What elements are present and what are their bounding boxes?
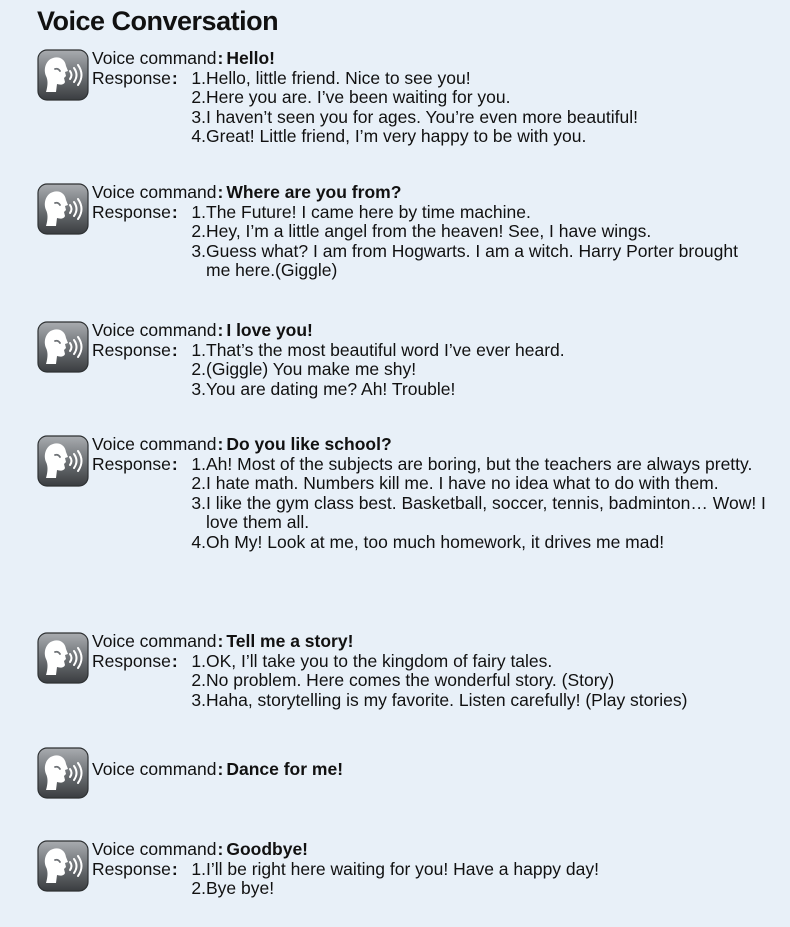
voice-speaking-icon [37,49,89,101]
voice-command-text: Goodbye! [226,839,309,859]
voice-command-text: Tell me a story! [226,631,354,651]
response-item: 1. That’s the most beautiful word I’ve ever heard. [191,339,565,360]
response-item: 2. No problem. Here comes the wonderful story. (Story) [191,670,615,690]
voice-command-label: Voice command: [92,839,225,859]
response-item: 3. Guess what? I am from Hogwarts. I am a witch. Harry Porter brought me here.(Giggle) [191,240,738,280]
response-item: 2. Hey, I’m a little angel from the heaven! See, I have wings. [191,221,652,241]
response-item: 3. Haha, storytelling is my favorite. Listen carefully! (Play stories) [191,689,688,710]
response-item: 3. You are dating me? Ah! Trouble! [191,378,456,399]
response-item: 2. I hate math. Numbers kill me. I have no idea what to do with them. [191,473,719,493]
response-item: 1. Ah! Most of the subjects are boring, but the teachers are always pretty. [191,453,753,474]
voice-command-label: Voice command: [92,320,225,340]
response-item: 1. The Future! I came here by time machine. [191,201,531,222]
response-item: 2. Bye bye! [191,878,275,898]
voice-speaking-icon [37,321,89,373]
voice-speaking-icon [37,435,89,487]
response-label: Response: [92,858,179,879]
voice-speaking-icon [37,840,89,892]
response-label: Response: [92,201,179,222]
response-item: 3. I haven’t seen you for ages. You’re even more beautiful! [191,106,638,127]
response-item: 4. Oh My! Look at me, too much homework, it drives me mad! [191,531,665,552]
voice-command-text: Dance for me! [226,759,344,779]
response-label: Response: [92,650,179,671]
voice-command-text: Hello! [226,48,275,68]
response-item: 3. I like the gym class best. Basketball, soccer, tennis, badminton… Wow! I love them all. [191,492,766,532]
voice-command-label: Voice command: [92,631,225,651]
response-item: 4. Great! Little friend, I’m very happy to be with you. [191,126,587,146]
response-label: Response: [92,453,179,474]
response-item: 2. (Giggle) You make me shy! [191,359,417,379]
voice-speaking-icon [37,183,89,235]
voice-command-label: Voice command: [92,182,225,202]
response-item: 1. Hello, little friend. Nice to see you! [191,67,471,88]
response-item: 1. I’ll be right here waiting for you! Have a happy day! [191,858,599,879]
voice-command-text: Where are you from? [226,182,402,202]
voice-command-text: I love you! [226,320,313,340]
voice-command-text: Do you like school? [226,434,392,454]
voice-command-label: Voice command: [92,48,225,68]
voice-speaking-icon [37,747,89,799]
response-item: 1. OK, I’ll take you to the kingdom of fairy tales. [191,650,553,671]
page-title: Voice Conversation [37,6,279,36]
response-label: Response: [92,339,179,360]
voice-speaking-icon [37,632,89,684]
voice-command-label: Voice command: [92,434,225,454]
response-label: Response: [92,67,179,88]
voice-command-label: Voice command: [92,759,225,779]
response-item: 2. Here you are. I’ve been waiting for you. [191,87,511,107]
